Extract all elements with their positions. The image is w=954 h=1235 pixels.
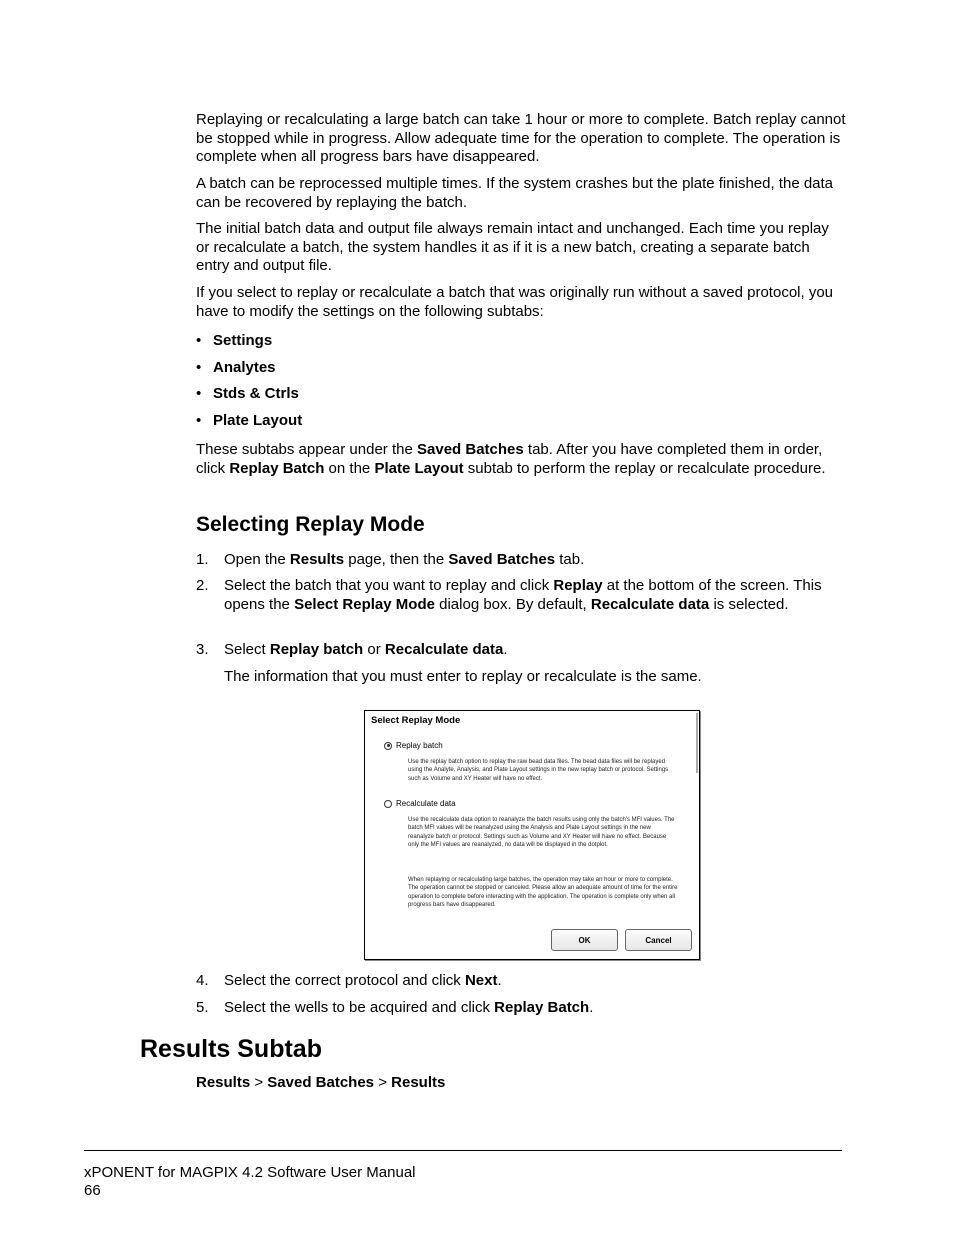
cancel-button[interactable]: Cancel	[625, 929, 692, 951]
ok-button[interactable]: OK	[551, 929, 618, 951]
page-number: 66	[84, 1182, 101, 1199]
section-heading: Selecting Replay Mode	[196, 513, 425, 536]
paragraph-initial-data: The initial batch data and output file always remain intact and unchanged. Each time you replay or recalculate a batch, the system handles it as if it is a new batch, creating a separate batch entry and output file.	[196, 220, 829, 274]
bullet-item: • Settings	[196, 332, 273, 349]
bullet-item: • Analytes	[196, 359, 276, 376]
bullet-item: • Plate Layout	[196, 412, 303, 429]
paragraph-saved-protocol: If you select to replay or recalculate a batch that was originally run without a saved protocol, you have to modify the settings on the following subtabs:	[196, 284, 834, 320]
select-replay-mode-dialog	[364, 710, 700, 960]
radio-unselected-icon	[384, 800, 392, 808]
paragraph-subtabs: These subtabs appear under the Saved Batches tab. After you have completed them in order, click Replay Batch on the Plate Layout subtab to perform the replay or recalculate procedure.	[196, 441, 826, 477]
dialog-warning: When replaying or recalculating large batches, the operation may take an hour or more to complete. The operation cannot be stopped or canceled. Please allow an adequate amount of time for the entire operation to complete before interacting with the application. The operation is complete only when all progress bars have disappeared.	[408, 877, 678, 908]
replay-batch-description: Use the replay batch option to replay the raw bead data files. The bead data files will be replayed using the Analyte, Analysis, and Plate Layout settings in the new replay batch or protocol. Settings such as Volume and XY Heater will have no effect.	[408, 759, 669, 782]
breadcrumb: Results > Saved Batches > Results	[196, 1074, 446, 1091]
dialog-title: Select Replay Mode	[371, 715, 461, 726]
radio-selected-icon	[384, 742, 392, 750]
paragraph-batch-duration: Replaying or recalculating a large batch can take 1 hour or more to complete. Batch replay cannot be stopped while in progress. Allow adequate time for the operation to complete. The operation is complete when all progress bars have disappeared.	[196, 111, 846, 165]
footer-title: xPONENT for MAGPIX 4.2 Software User Manual	[84, 1164, 416, 1181]
results-subtab-heading: Results Subtab	[140, 1035, 322, 1063]
recalculate-data-description: Use the recalculate data option to reanalyze the batch results using only the batch's MFI values. The batch MFI values will be reanalyzed using the Analysis and Plate Layout settings in the new reanalyze batch or protocol. Settings such as Volume and XY Heater will have no effect. Because only the MFI values are reanalyzed, no data will be displayed in the dotplot.	[408, 817, 675, 848]
dialog-scrollbar[interactable]	[696, 713, 698, 773]
replay-batch-radio[interactable]: Replay batch	[384, 741, 443, 750]
recalculate-data-radio[interactable]: Recalculate data	[384, 799, 456, 808]
bullet-item: • Stds & Ctrls	[196, 385, 299, 402]
paragraph-reprocess: A batch can be reprocessed multiple times. If the system crashes but the plate finished, the data can be recovered by replaying the batch.	[196, 175, 834, 211]
footer-divider	[84, 1150, 842, 1151]
